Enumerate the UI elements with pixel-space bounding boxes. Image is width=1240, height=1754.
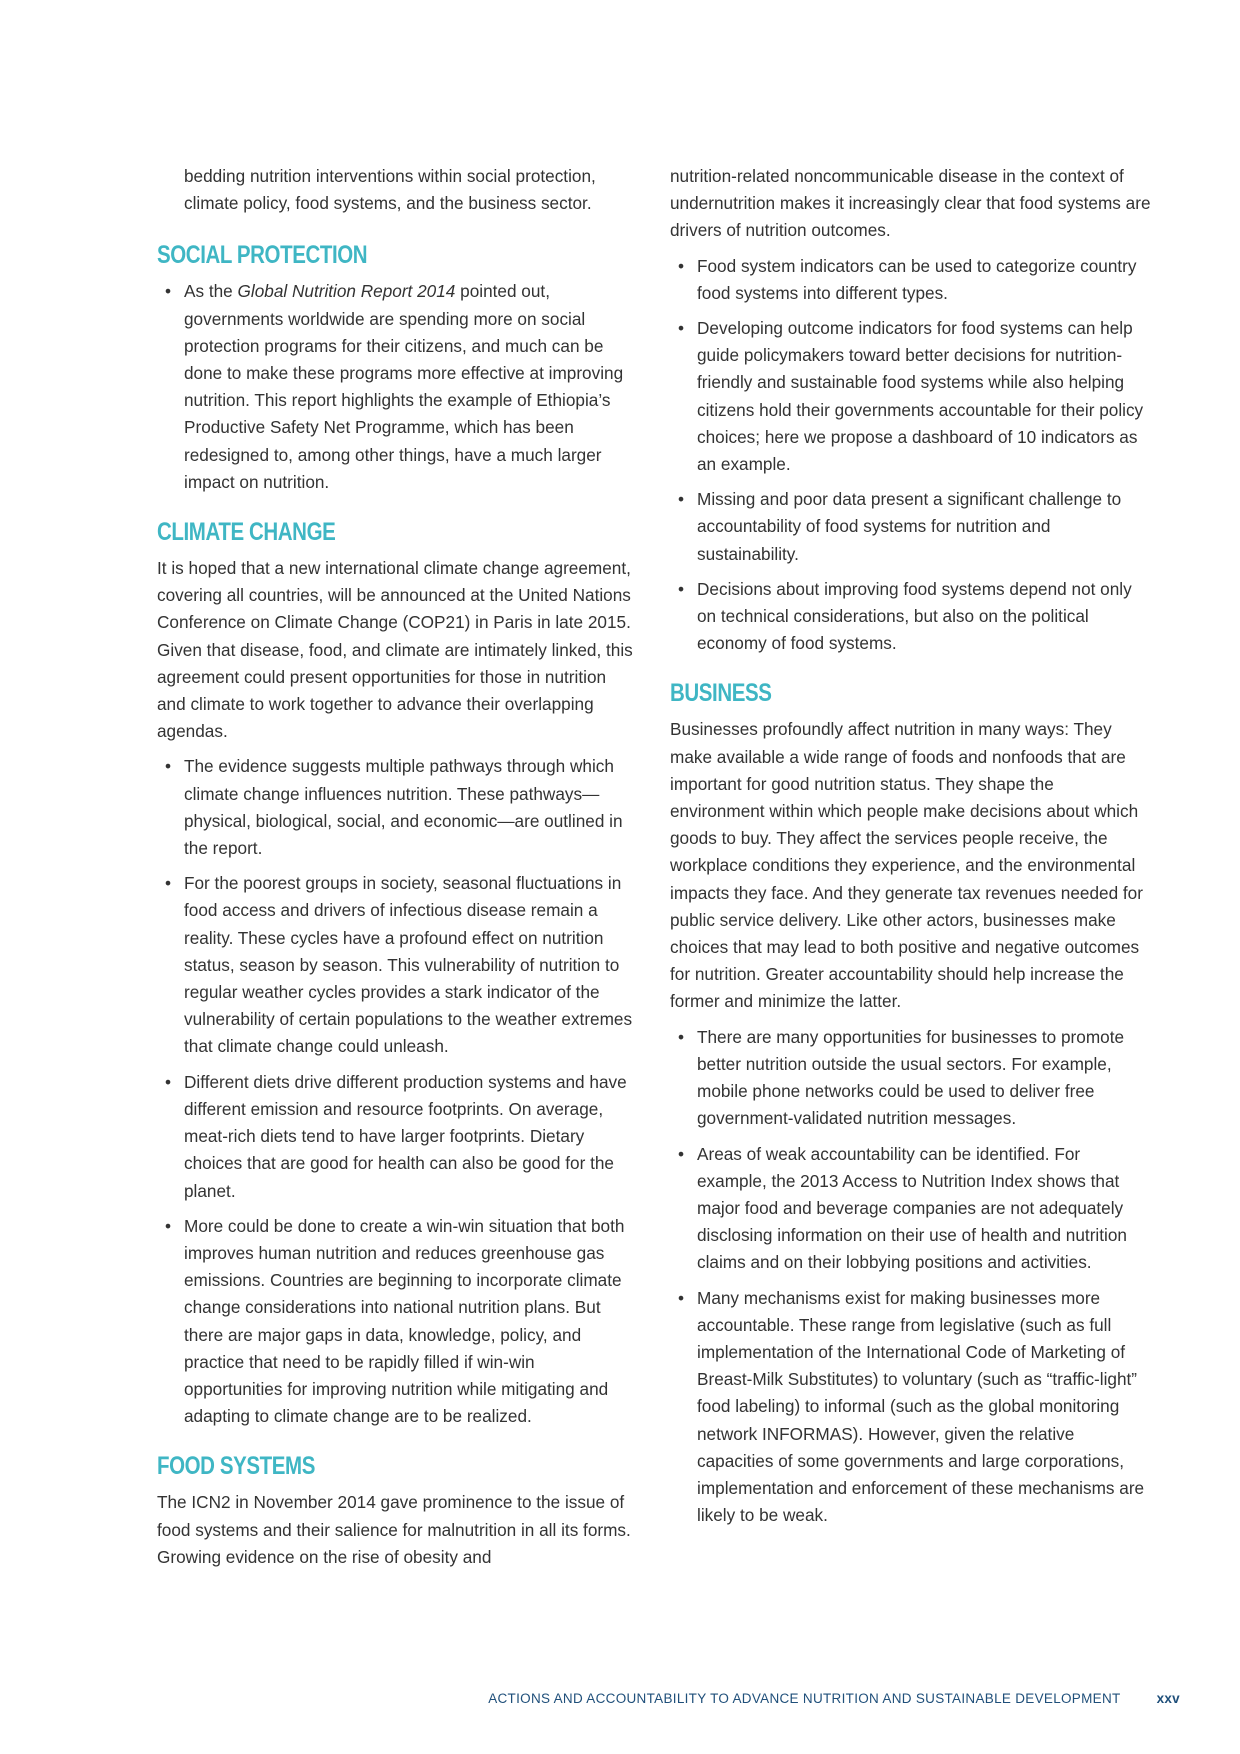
list-item — [670, 1024, 1152, 1133]
heading-food-systems: FOOD SYSTEMS — [157, 1452, 315, 1481]
bullet-icon: • — [678, 255, 685, 276]
bullet-icon: • — [165, 873, 172, 894]
continuation-text: nutrition-related noncommunicable disease in the context of undernutrition makes it increasingly clear that food systems are drivers of nutrition outcomes. — [670, 166, 1151, 241]
food-systems-list — [670, 253, 1152, 658]
bullet-text: Missing and poor data present a significant challenge to accountability of food systems for nutrition and sustainability. — [697, 489, 1122, 564]
list-item — [670, 576, 1152, 658]
bullet-text: Decisions about improving food systems depend not only on technical considerations, but also on the political economy of food systems. — [697, 578, 1132, 654]
bullet-text: Different diets drive different production systems and have different emission and resource footprints. On average, meat-rich diets tend to have larger footprints. Dietary choices that are good for health can also be good for the planet. — [184, 1071, 627, 1201]
list-item — [670, 486, 1152, 568]
bullet-text: Developing outcome indicators for food systems can help guide policymakers toward better decisions for nutrition-friendly and sustainable food systems while also helping citizens hold their governments accountable for their policy choices; here we propose a dashboard of 10 indicators as an example. — [697, 318, 1144, 475]
bullet-text-pre: As the — [184, 281, 238, 302]
bullet-icon: • — [165, 281, 172, 302]
climate-intro: It is hoped that a new international climate change agreement, covering all countries, will be announced at the United Nations Conference on Climate Change (COP21) in Paris in late 2015. Given that disease, food, and climate are intimately linked, this agreement could present opportunities for those in nutrition and climate to work together to advance their overlapping agendas. — [157, 558, 633, 742]
bullet-icon: • — [678, 1026, 685, 1047]
list-item — [670, 253, 1152, 307]
business-intro: Businesses profoundly affect nutrition in many ways: They make available a wide range of foods and nonfoods that are important for good nutrition status. They shape the environment within which people make decisions about which goods to buy. They affect the services people receive, the workplace conditions they experience, and the environmental impacts they face. And they generate tax revenues needed for public service delivery. Like other actors, businesses make choices that may lead to both positive and negative outcomes for nutrition. Greater accountability should help increase the former and minimize the latter. — [670, 719, 1143, 1012]
bullet-text: More could be done to create a win-win situation that both improves human nutrition and reduces greenhouse gas emissions. Countries are beginning to incorporate climate change considerations into national nutrition plans. But there are major gaps in data, knowledge, policy, and practice that need to be rapidly filled if win-win opportunities for improving nutrition while mitigating and adapting to climate change are to be realized. — [184, 1215, 625, 1427]
bullet-text: There are many opportunities for businesses to promote better nutrition outside the usual sectors. For example, mobile phone networks could be used to deliver free government-validated nutrition messages. — [697, 1026, 1125, 1129]
bullet-text: The evidence suggests multiple pathways through which climate change influences nutrition. These pathways—physical, biological, social, and economic—are outlined in the report. — [184, 756, 623, 859]
list-item — [670, 1141, 1152, 1277]
list-item — [157, 278, 635, 496]
bullet-icon: • — [678, 578, 685, 599]
report-title: Global Nutrition Report 2014 — [237, 281, 456, 302]
running-title: ACTIONS AND ACCOUNTABILITY TO ADVANCE NUTRITION AND SUSTAINABLE DEVELOPMENT — [488, 1691, 1121, 1706]
bullet-icon: • — [678, 1287, 685, 1308]
food-systems-intro: The ICN2 in November 2014 gave prominence to the issue of food systems and their salience for malnutrition in all its forms. Growing evidence on the rise of obesity and — [157, 1492, 631, 1567]
list-item — [157, 870, 635, 1060]
bullet-icon: • — [678, 318, 685, 339]
list-item — [670, 315, 1152, 478]
right-column — [670, 163, 1152, 1549]
heading-business: BUSINESS — [670, 679, 772, 708]
bullet-text: Areas of weak accountability can be identified. For example, the 2013 Access to Nutrition Index shows that major food and beverage companies are not adequately disclosing information on their use of health and nutrition claims and on their lobbying positions and activities. — [697, 1143, 1127, 1273]
bullet-text: Food system indicators can be used to categorize country food systems into different types. — [697, 255, 1137, 303]
bullet-icon: • — [165, 1215, 172, 1236]
bullet-text: Many mechanisms exist for making businesses more accountable. These range from legislative (such as full implementation of the International Code of Marketing of Breast-Milk Substitutes) to voluntary (such as “traffic-light” food labeling) to informal (such as the global monitoring network INFORMAS). However, given the relative capacities of some governments and large corporations, implementation and enforcement of these mechanisms are likely to be weak. — [697, 1287, 1145, 1526]
bullet-icon: • — [678, 489, 685, 510]
list-item — [157, 753, 635, 862]
list-item — [670, 1285, 1152, 1530]
heading-social-protection: SOCIAL PROTECTION — [157, 241, 368, 270]
bullet-icon: • — [165, 756, 172, 777]
bullet-text-post: pointed out, governments worldwide are spending more on social protection programs for their citizens, and much can be done to make these programs more effective at improving nutrition. This report highlights the example of Ethiopia’s Productive Safety Net Programme, which has been redesigned to, among other things, have a much larger impact on nutrition. — [184, 281, 624, 492]
social-protection-list — [157, 278, 635, 496]
bullet-icon: • — [678, 1143, 685, 1164]
left-column — [157, 163, 635, 1571]
bullet-text: For the poorest groups in society, seasonal fluctuations in food access and drivers of infectious disease remain a reality. These cycles have a profound effect on nutrition status, season by season. This vulnerability of nutrition to regular weather cycles provides a stark indicator of the vulnerability of certain populations to the weather extremes that climate change could unleash. — [184, 873, 633, 1057]
list-item — [157, 1213, 635, 1431]
climate-list — [157, 753, 635, 1430]
list-item — [157, 1069, 635, 1205]
business-list — [670, 1024, 1152, 1530]
page-footer — [474, 1691, 1180, 1706]
bullet-icon: • — [165, 1071, 172, 1092]
continuation-text: bedding nutrition interventions within social protection, climate policy, food systems, and the business sector. — [184, 166, 596, 214]
heading-climate-change: CLIMATE CHANGE — [157, 518, 336, 547]
page-number: xxv — [1156, 1691, 1180, 1706]
